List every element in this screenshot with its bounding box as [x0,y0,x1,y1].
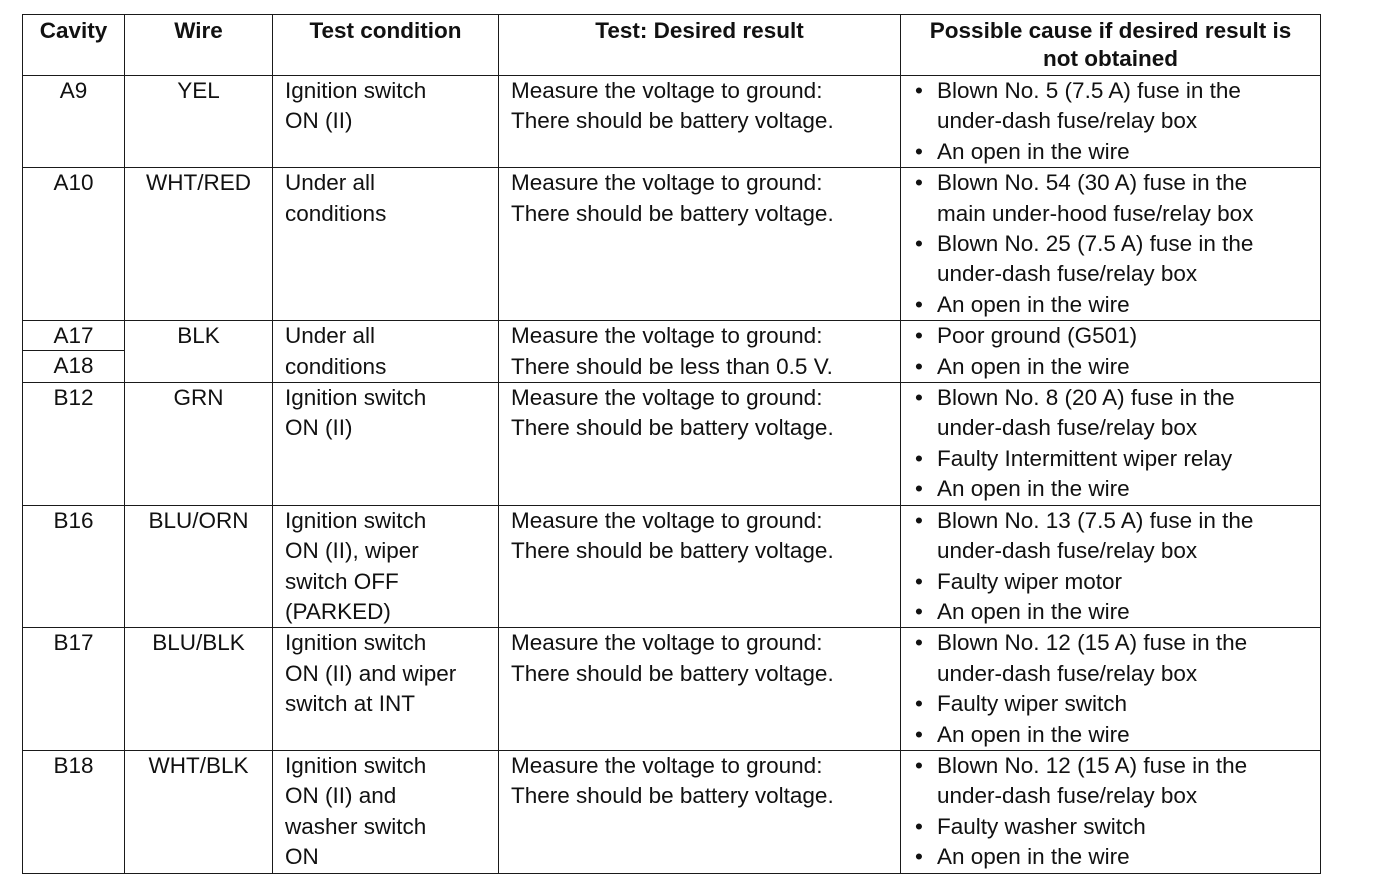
cause-list [915,76,1316,167]
cause-item [915,567,1316,597]
table-row [23,168,1321,321]
result-cell: Measure the voltage to ground: There should be battery voltage. [499,505,901,628]
table-row [23,76,1321,168]
cause-text: Blown No. 13 (7.5 A) fuse in the under-dash fuse/relay box [937,507,1254,564]
result-cell: Measure the voltage to ground: There should be battery voltage. [499,628,901,751]
cause-text: Blown No. 12 (15 A) fuse in the under-dash fuse/relay box [937,752,1248,809]
cause-item [915,444,1316,474]
header-test-condition: Test condition [273,15,499,76]
cause-text: An open in the wire [937,844,1130,870]
cause-list [915,383,1316,505]
bullet-icon: • [915,691,923,717]
cause-text: Blown No. 25 (7.5 A) fuse in the under-dash fuse/relay box [937,231,1254,287]
cause-item [915,689,1316,719]
condition-cell: Under all conditions [273,168,499,321]
connector-test-table [22,14,1320,874]
condition-cell: Under all conditions [273,321,499,383]
cause-item [915,720,1316,750]
result-cell: Measure the voltage to ground: There should be battery voltage. [499,383,901,506]
cause-text: Faulty wiper motor [937,568,1123,594]
cause-list [915,628,1316,750]
cause-text: An open in the wire [937,291,1130,317]
header-desired-result: Test: Desired result [499,15,901,76]
cause-text: Blown No. 54 (30 A) fuse in the main under-hood fuse/relay box [937,170,1254,226]
cause-item [915,290,1316,320]
cause-cell [901,750,1321,873]
header-possible-cause: Possible cause if desired result is not obtained [901,15,1321,76]
cause-cell [901,168,1321,321]
cavity-cell: B17 [23,628,125,751]
cause-text: An open in the wire [937,598,1130,624]
wire-cell: YEL [125,76,273,168]
cause-text: Blown No. 12 (15 A) fuse in the under-dash fuse/relay box [937,630,1248,686]
bullet-icon: • [915,476,923,502]
condition-cell: Ignition switch ON (II) [273,383,499,506]
cause-item [915,597,1316,627]
cause-text: Poor ground (G501) [937,323,1138,349]
bullet-icon: • [915,291,923,317]
cause-item [915,76,1316,137]
cavity-cell: B16 [23,505,125,628]
cause-item [915,321,1316,351]
bullet-icon: • [915,231,923,257]
header-wire: Wire [125,15,273,76]
cause-item [915,842,1316,872]
condition-cell: Ignition switch ON (II) and washer switch ON [273,750,499,873]
wire-cell: WHT/BLK [125,750,273,873]
bullet-icon: • [915,844,923,870]
result-cell: Measure the voltage to ground: There should be battery voltage. [499,750,901,873]
condition-cell: Ignition switch ON (II) and wiper switch at INT [273,628,499,751]
bullet-icon: • [915,323,923,349]
cause-item [915,168,1316,229]
cause-item [915,474,1316,504]
wire-cell: BLK [125,321,273,383]
cause-text: Faulty washer switch [937,813,1146,839]
bullet-icon: • [915,813,923,839]
bullet-icon: • [915,138,923,164]
cause-text: Faulty wiper switch [937,691,1128,717]
cause-cell [901,76,1321,168]
result-cell: Measure the voltage to ground: There should be battery voltage. [499,168,901,321]
cause-list [915,168,1316,320]
result-cell: Measure the voltage to ground: There should be less than 0.5 V. [499,321,901,383]
cause-text: An open in the wire [937,353,1130,379]
bullet-icon: • [915,598,923,624]
cause-list [915,751,1316,873]
cause-list [915,506,1316,628]
cavity-a17: A17 [23,321,124,351]
cause-item [915,628,1316,689]
cause-item [915,229,1316,290]
cavity-cell: B12 [23,383,125,506]
cause-item [915,506,1316,567]
bullet-icon: • [915,721,923,747]
wire-cell: WHT/RED [125,168,273,321]
bullet-icon: • [915,385,923,411]
cavity-a18: A18 [53,353,94,379]
wire-cell: BLU/ORN [125,505,273,628]
cause-cell [901,628,1321,751]
table [22,14,1321,874]
bullet-icon: • [915,170,923,196]
bullet-icon: • [915,78,923,103]
cause-item [915,383,1316,444]
bullet-icon: • [915,568,923,594]
cause-text: Blown No. 8 (20 A) fuse in the under-dash fuse/relay box [937,385,1235,441]
table-header-row [23,15,1321,76]
cause-text: Faulty Intermittent wiper relay [937,445,1233,471]
cause-cell [901,505,1321,628]
table-row [23,750,1321,873]
cause-text: An open in the wire [937,476,1130,502]
cavity-cell: A9 [23,76,125,168]
cause-item [915,751,1316,812]
bullet-icon: • [915,507,923,533]
cavity-cell: A10 [23,168,125,321]
header-cavity: Cavity [23,15,125,76]
wire-cell: BLU/BLK [125,628,273,751]
result-cell: Measure the voltage to ground: There should be battery voltage. [499,76,901,168]
bullet-icon: • [915,752,923,778]
cause-text: An open in the wire [937,138,1130,164]
cause-item [915,352,1316,382]
cause-cell [901,321,1321,383]
table-row [23,628,1321,751]
cavity-cell-split [23,321,125,383]
table-row [23,383,1321,506]
table-row [23,321,1321,383]
table-row [23,505,1321,628]
cause-text: Blown No. 5 (7.5 A) fuse in the under-dash fuse/relay box [937,78,1241,134]
cavity-cell: B18 [23,750,125,873]
cause-cell [901,383,1321,506]
bullet-icon: • [915,353,923,379]
cause-text: An open in the wire [937,721,1130,747]
bullet-icon: • [915,445,923,471]
cause-list [915,321,1316,382]
cause-item [915,812,1316,842]
condition-cell: Ignition switch ON (II) [273,76,499,168]
cause-item [915,137,1316,167]
bullet-icon: • [915,630,923,656]
wire-cell: GRN [125,383,273,506]
condition-cell: Ignition switch ON (II), wiper switch OFF (PARKED) [273,505,499,628]
